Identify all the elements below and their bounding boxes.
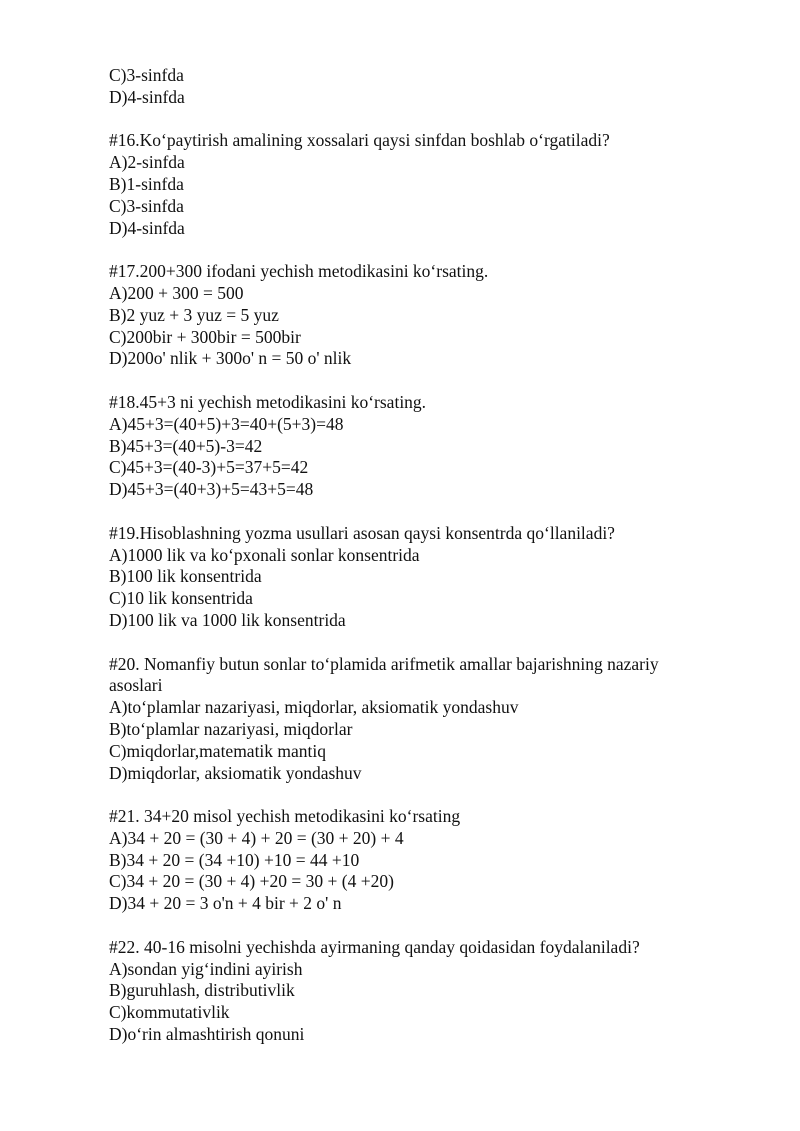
- question-15-tail: [109, 65, 709, 109]
- question-text: #21. 34+20 misol yechish metodikasini ko‘rsating: [109, 806, 461, 827]
- option-a: A)to‘plamlar nazariyasi, miqdorlar, aksiomatik yondashuv: [109, 697, 519, 718]
- question-text: #20. Nomanfiy butun sonlar to‘plamida arifmetik amallar bajarishning nazariy asoslari: [109, 653, 659, 696]
- option-a: A)2-sinfda: [109, 152, 185, 173]
- option-c: C)10 lik konsentrida: [109, 588, 253, 609]
- question-20: [109, 654, 709, 785]
- question-21: [109, 806, 709, 915]
- option-d: D)45+3=(40+3)+5=43+5=48: [109, 479, 314, 500]
- option-c: C)45+3=(40-3)+5=37+5=42: [109, 457, 309, 478]
- option-d: D)4-sinfda: [109, 86, 185, 107]
- option-c: C)34 + 20 = (30 + 4) +20 = 30 + (4 +20): [109, 871, 394, 892]
- option-d: D)200o' nlik + 300o' n = 50 o' nlik: [109, 348, 352, 369]
- option-c: C)3-sinfda: [109, 65, 184, 85]
- option-b: B)1-sinfda: [109, 173, 184, 194]
- option-a: A)200 + 300 = 500: [109, 282, 244, 303]
- option-b: B)2 yuz + 3 yuz = 5 yuz: [109, 304, 279, 325]
- option-b: B)100 lik konsentrida: [109, 566, 262, 587]
- question-text: #16.Ko‘paytirish amalining xossalari qaysi sinfdan boshlab o‘rgatiladi?: [109, 130, 610, 151]
- option-d: D)34 + 20 = 3 o'n + 4 bir + 2 o' n: [109, 893, 342, 914]
- question-16: [109, 130, 709, 239]
- option-c: C)200bir + 300bir = 500bir: [109, 326, 301, 347]
- question-22: [109, 937, 709, 1046]
- option-c: C)3-sinfda: [109, 195, 184, 216]
- option-b: B)guruhlash, distributivlik: [109, 980, 295, 1001]
- option-b: B)34 + 20 = (34 +10) +10 = 44 +10: [109, 849, 360, 870]
- document-page: [109, 65, 709, 1068]
- option-a: A)34 + 20 = (30 + 4) + 20 = (30 + 20) + 4: [109, 827, 404, 848]
- option-a: A)1000 lik va ko‘pxonali sonlar konsentrida: [109, 544, 420, 565]
- question-text: #18.45+3 ni yechish metodikasini ko‘rsating.: [109, 391, 427, 412]
- option-a: A)sondan yig‘indini ayirish: [109, 958, 303, 979]
- question-17: [109, 261, 709, 370]
- question-19: [109, 523, 709, 632]
- option-d: D)4-sinfda: [109, 217, 185, 238]
- option-d: D)o‘rin almashtirish qonuni: [109, 1024, 305, 1045]
- option-c: C)kommutativlik: [109, 1002, 230, 1023]
- question-text: #17.200+300 ifodani yechish metodikasini ko‘rsating.: [109, 261, 489, 282]
- question-18: [109, 392, 709, 501]
- option-d: D)100 lik va 1000 lik konsentrida: [109, 609, 346, 630]
- option-c: C)miqdorlar,matematik mantiq: [109, 740, 327, 761]
- question-text: #19.Hisoblashning yozma usullari asosan qaysi konsentrda qo‘llaniladi?: [109, 522, 615, 543]
- question-text: #22. 40-16 misolni yechishda ayirmaning qanday qoidasidan foydalaniladi?: [109, 936, 640, 957]
- option-d: D)miqdorlar, aksiomatik yondashuv: [109, 762, 362, 783]
- option-b: B)to‘plamlar nazariyasi, miqdorlar: [109, 718, 353, 739]
- option-a: A)45+3=(40+5)+3=40+(5+3)=48: [109, 413, 344, 434]
- option-b: B)45+3=(40+5)-3=42: [109, 435, 263, 456]
